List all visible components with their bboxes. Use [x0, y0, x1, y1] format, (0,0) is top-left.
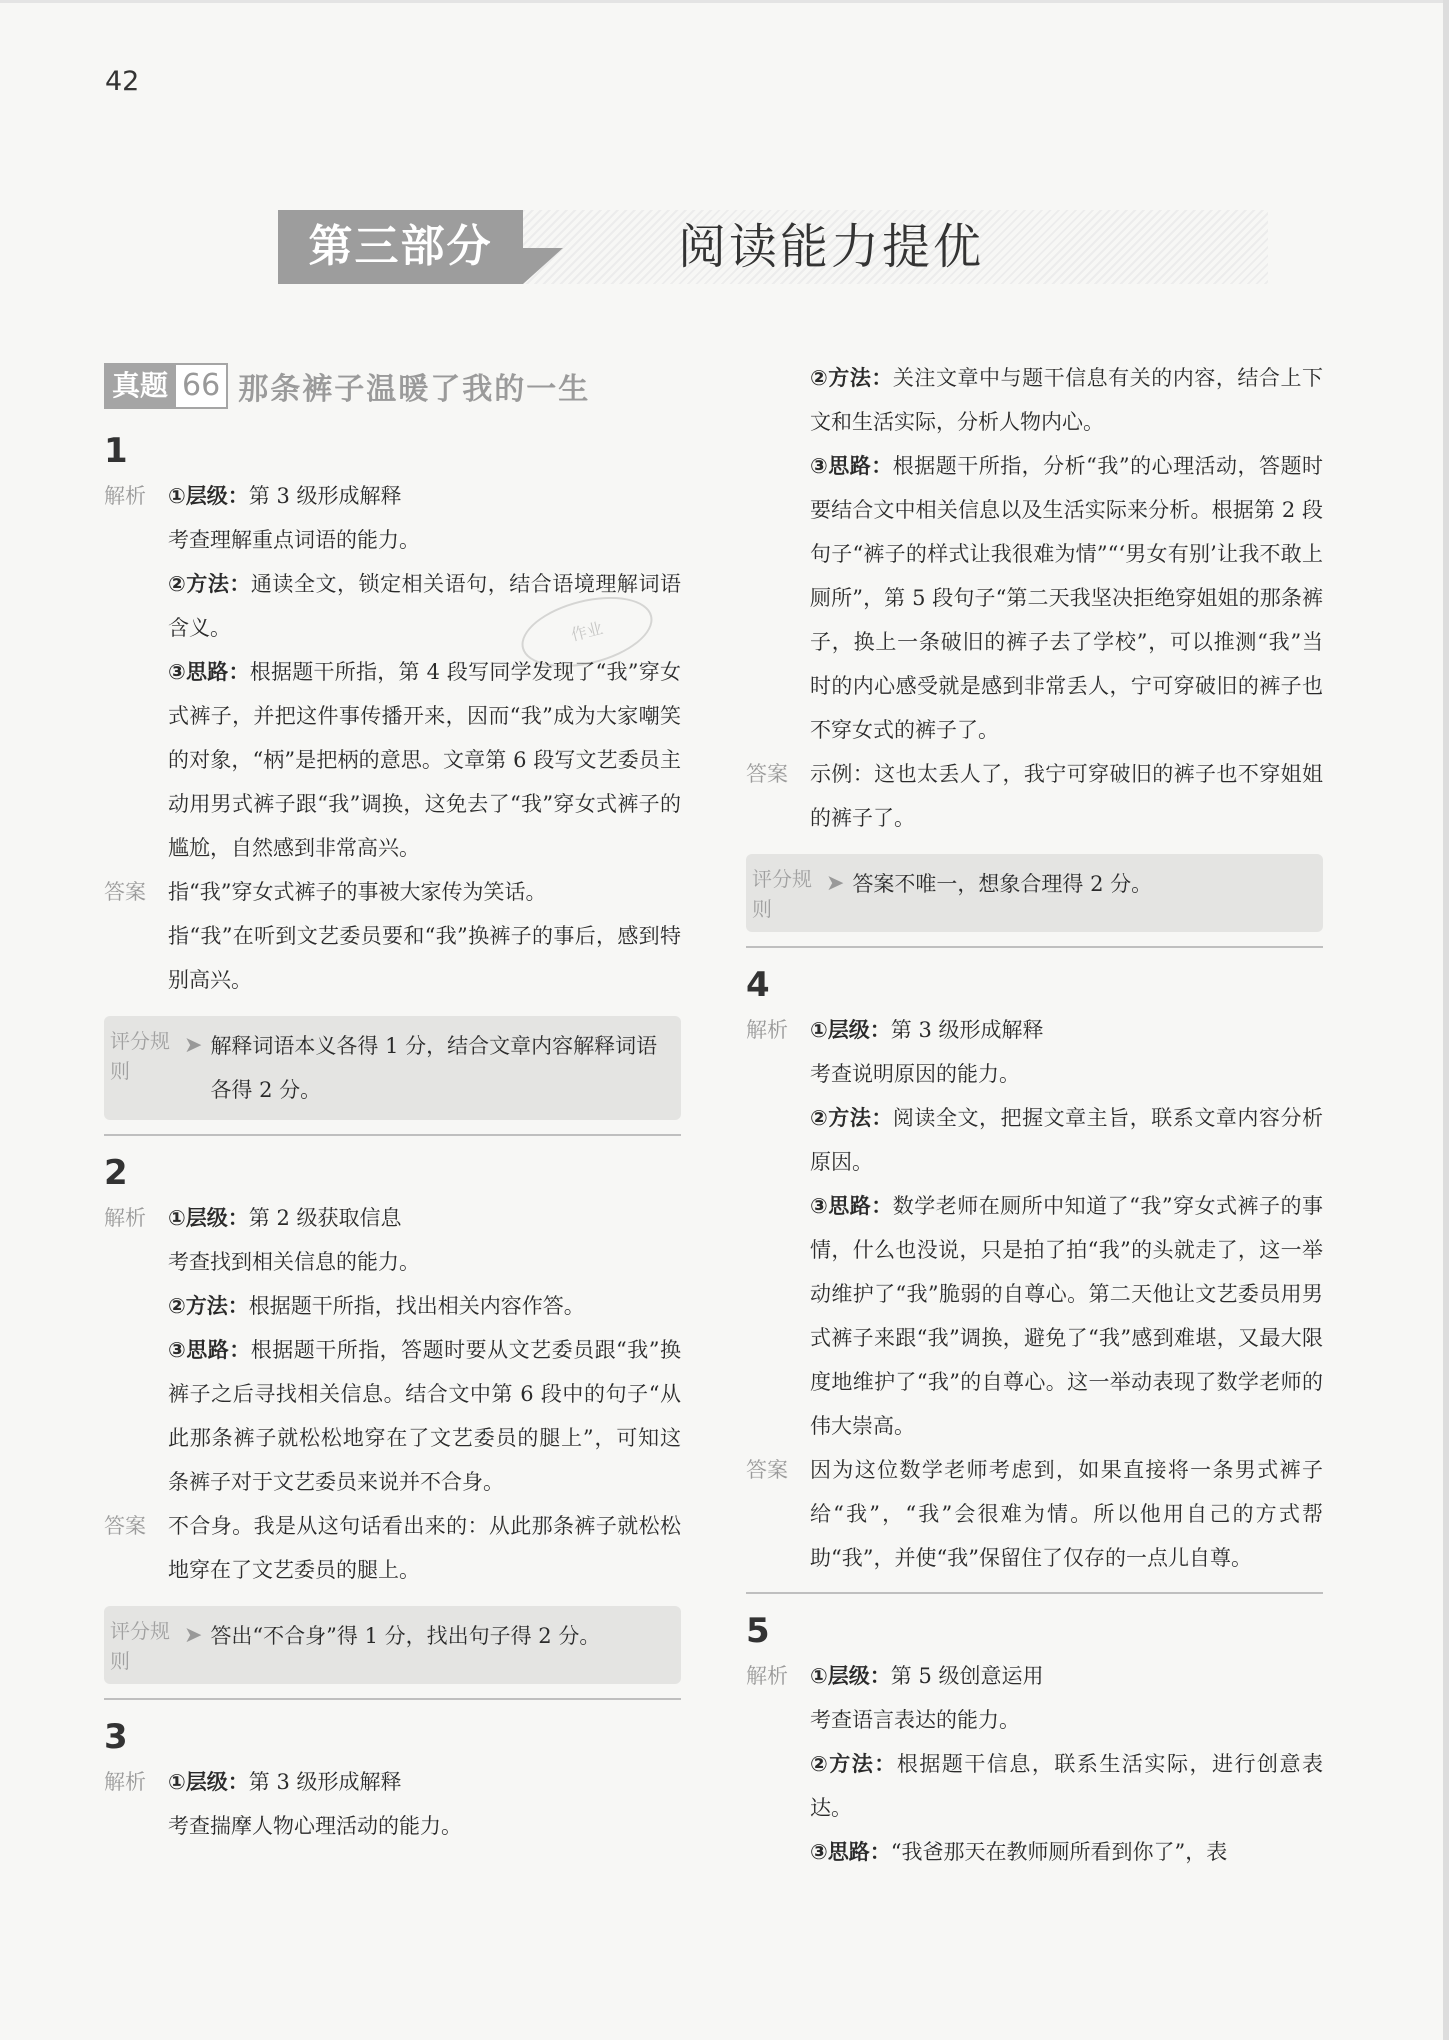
method-text: 通读全文，锁定相关语句，结合语境理解词语含义。 [168, 572, 681, 640]
analysis-label: 解析 [746, 1664, 788, 1688]
level-text: 第 2 级获取信息 [248, 1206, 402, 1230]
score-box [104, 1016, 681, 1120]
method-text: 根据题干所指，找出相关内容作答。 [248, 1294, 585, 1318]
question-number: 4 [746, 965, 770, 1005]
idea-key: ③思路： [810, 1840, 891, 1864]
analysis-row [104, 474, 681, 518]
method-para [746, 1096, 1323, 1184]
section-header [278, 210, 1268, 284]
answer-label: 答案 [746, 762, 788, 786]
level-key: ①层级： [810, 1018, 891, 1042]
idea-key: ③思路： [168, 1338, 251, 1362]
idea-para [104, 1328, 681, 1504]
score-label: 评分规则 [110, 1619, 170, 1673]
score-label: 评分规则 [752, 867, 812, 921]
watermark-stamp: 作业 [514, 585, 660, 680]
idea-para [746, 1830, 1323, 1874]
method-key: ②方法： [810, 1106, 893, 1130]
method-para [104, 562, 681, 650]
score-box [746, 854, 1323, 932]
idea-text: 根据题干所指，分析“我”的心理活动，答题时要结合文中相关信息以及生活实际来分析。根据第 2 段句子“裤子的样式让我很难为情”“‘男女有别’让我不敢上厕所”，第 5 段句子“第二天我坚决拒绝穿姐姐的那条裤子，换上一条破旧的裤子去了学校”，可以推测“我”当时的内心感受就是感到非常丢人，宁可穿破旧的裤子也不穿女式的裤子了。 [810, 454, 1323, 742]
level-note: 考查理解重点词语的能力。 [168, 528, 420, 552]
question-number: 2 [104, 1153, 128, 1193]
answer-text: 指“我”穿女式裤子的事被大家传为笑话。 [168, 880, 547, 904]
level-key: ①层级： [168, 1770, 249, 1794]
idea-para [746, 444, 1323, 752]
arrow-icon: ➤ [826, 871, 845, 896]
idea-para [746, 1184, 1323, 1448]
divider [104, 1698, 681, 1700]
title-number: 66 [174, 363, 228, 409]
answer-row [104, 1504, 681, 1592]
question-number: 3 [104, 1717, 128, 1757]
method-key: ②方法： [168, 572, 251, 596]
idea-text: “我爸那天在教师厕所看到你了”，表 [890, 1840, 1228, 1864]
answer-text: 示例：这也太丢人了，我宁可穿破旧的裤子也不穿姐姐的裤子了。 [810, 762, 1323, 830]
question-number: 5 [746, 1611, 770, 1651]
level-key: ①层级： [168, 1206, 249, 1230]
analysis-row [746, 1008, 1323, 1052]
answer-text-2: 指“我”在听到文艺委员要和“我”换裤子的事后，感到特别高兴。 [168, 924, 681, 992]
title-tag: 真题 [104, 363, 174, 409]
idea-key: ③思路： [810, 454, 893, 478]
level-key: ①层级： [810, 1664, 891, 1688]
top-rule [0, 0, 1449, 3]
page-edge [1443, 0, 1449, 2040]
page-number: 42 [105, 66, 140, 97]
left-column [104, 360, 681, 1848]
method-para [746, 356, 1323, 444]
divider [746, 1592, 1323, 1594]
answer-row [104, 870, 681, 914]
idea-text: 根据题干所指，答题时要从文艺委员跟“我”换裤子之后寻找相关信息。结合文中第 6 段中的句子“从此那条裤子就松松地穿在了文艺委员的腿上”，可知这条裤子对于文艺委员来说并不合身。 [168, 1338, 681, 1494]
score-text: 答出“不合身”得 1 分，找出句子得 2 分。 [210, 1624, 601, 1648]
method-key: ②方法： [810, 1752, 897, 1776]
section-tag: 第三部分 [278, 210, 523, 284]
idea-key: ③思路： [810, 1194, 893, 1218]
level-text: 第 3 级形成解释 [248, 1770, 402, 1794]
doc-title [104, 360, 681, 412]
analysis-row [104, 1760, 681, 1804]
method-text: 根据题干信息，联系生活实际，进行创意表达。 [810, 1752, 1324, 1820]
score-text: 解释词语本义各得 1 分，结合文章内容解释词语各得 2 分。 [210, 1034, 658, 1102]
method-para [104, 1284, 681, 1328]
score-box [104, 1606, 681, 1684]
section-title: 阅读能力提优 [678, 219, 985, 275]
score-label: 评分规则 [110, 1029, 170, 1083]
answer-text: 不合身。我是从这句话看出来的：从此那条裤子就松松地穿在了文艺委员的腿上。 [168, 1514, 681, 1582]
method-text: 关注文章中与题干信息有关的内容，结合上下文和生活实际，分析人物内心。 [810, 366, 1323, 434]
answer-label: 答案 [746, 1458, 788, 1482]
analysis-label: 解析 [104, 1770, 146, 1794]
method-para [746, 1742, 1323, 1830]
analysis-row [746, 1654, 1323, 1698]
answer-label: 答案 [104, 1514, 146, 1538]
idea-text: 根据题干所指，第 4 段写同学发现了“我”穿女式裤子，并把这件事传播开来，因而“我”成为大家嘲笑的对象，“柄”是把柄的意思。文章第 6 段写文艺委员主动用男式裤子跟“我”调换，这免去了“我”穿女式裤子的尴尬，自然感到非常高兴。 [168, 660, 681, 860]
level-text: 第 5 级创意运用 [890, 1664, 1044, 1688]
method-key: ②方法： [810, 366, 893, 390]
arrow-icon: ➤ [184, 1623, 203, 1648]
method-key: ②方法： [168, 1294, 249, 1318]
level-note: 考查揣摩人物心理活动的能力。 [168, 1814, 462, 1838]
score-text: 答案不唯一，想象合理得 2 分。 [852, 872, 1153, 896]
divider [746, 946, 1323, 948]
level-text: 第 3 级形成解释 [890, 1018, 1044, 1042]
level-note: 考查找到相关信息的能力。 [168, 1250, 420, 1274]
idea-text: 数学老师在厕所中知道了“我”穿女式裤子的事情，什么也没说，只是拍了拍“我”的头就走了，这一举动维护了“我”脆弱的自尊心。第二天他让文艺委员用男式裤子来跟“我”调换，避免了“我”感到难堪，又最大限度地维护了“我”的自尊心。这一举动表现了数学老师的伟大崇高。 [810, 1194, 1323, 1438]
answer-text: 因为这位数学老师考虑到，如果直接将一条男式裤子给“我”，“我”会很难为情。所以他用自己的方式帮助“我”，并使“我”保留住了仅存的一点儿自尊。 [810, 1458, 1323, 1570]
question-number: 1 [104, 431, 128, 471]
analysis-label: 解析 [104, 1206, 146, 1230]
idea-key: ③思路： [168, 660, 250, 684]
answer-row [746, 752, 1323, 840]
analysis-label: 解析 [104, 484, 146, 508]
divider [104, 1134, 681, 1136]
level-note: 考查说明原因的能力。 [810, 1062, 1020, 1086]
arrow-icon: ➤ [184, 1033, 203, 1058]
analysis-row [104, 1196, 681, 1240]
right-column [746, 356, 1323, 1874]
answer-row [746, 1448, 1323, 1580]
tag-notch [523, 248, 563, 284]
analysis-label: 解析 [746, 1018, 788, 1042]
level-text: 第 3 级形成解释 [248, 484, 402, 508]
title-text: 那条裤子温暖了我的一生 [238, 372, 591, 407]
level-key: ①层级： [168, 484, 249, 508]
idea-para [104, 650, 681, 870]
answer-label: 答案 [104, 880, 146, 904]
level-note: 考查语言表达的能力。 [810, 1708, 1020, 1732]
method-text: 阅读全文，把握文章主旨，联系文章内容分析原因。 [810, 1106, 1323, 1174]
